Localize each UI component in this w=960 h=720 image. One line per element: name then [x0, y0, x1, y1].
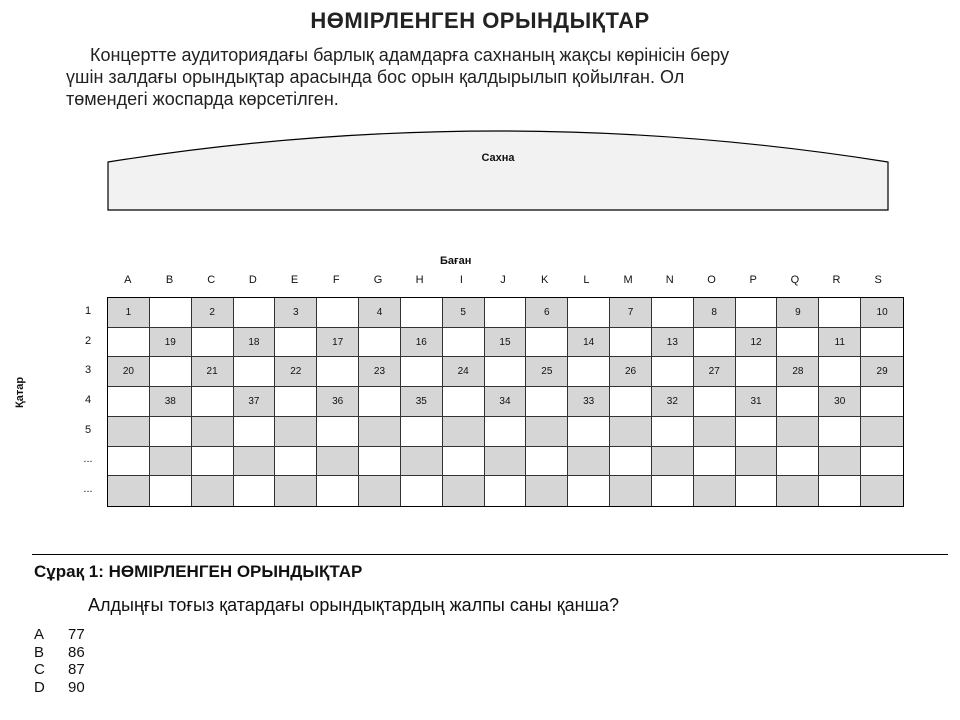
seat-cell	[192, 387, 234, 417]
seat-cell: 12	[736, 328, 778, 358]
question-title: Сұрақ 1: НӨМІРЛЕНГЕН ОРЫНДЫҚТАР	[34, 562, 363, 581]
column-header: E	[290, 274, 299, 286]
seat-cell	[359, 447, 401, 477]
row-label: ...	[83, 483, 93, 496]
seat-cell	[777, 387, 819, 417]
row-label: 3	[84, 364, 92, 377]
seat-cell: 28	[777, 357, 819, 387]
seat-cell: 22	[275, 357, 317, 387]
seat-cell	[108, 387, 150, 417]
seat-cell	[610, 447, 652, 477]
seat-cell	[610, 476, 652, 506]
section-divider	[32, 554, 948, 555]
page-title: НӨМІРЛЕНГЕН ОРЫНДЫҚТАР	[310, 8, 650, 33]
seat-cell	[777, 476, 819, 506]
seat-cell: 20	[108, 357, 150, 387]
seat-cell	[568, 417, 610, 447]
stage-label: Сахна	[481, 152, 515, 164]
seat-cell	[150, 298, 192, 328]
seat-cell	[652, 476, 694, 506]
seat-cell	[777, 447, 819, 477]
seat-cell	[861, 417, 903, 447]
seat-cell	[819, 298, 861, 328]
seat-cell: 14	[568, 328, 610, 358]
column-header: O	[707, 274, 716, 286]
seat-cell: 4	[359, 298, 401, 328]
answer-option[interactable]	[34, 626, 85, 644]
seat-cell	[736, 476, 778, 506]
column-header: S	[874, 274, 882, 286]
seat-cell: 32	[652, 387, 694, 417]
seat-cell	[359, 417, 401, 447]
seat-cell	[568, 298, 610, 328]
intro-paragraph	[66, 44, 946, 110]
seat-cell	[108, 417, 150, 447]
seat-cell	[736, 447, 778, 477]
seat-cell: 5	[443, 298, 485, 328]
seat-cell: 19	[150, 328, 192, 358]
row-label: 4	[84, 394, 92, 406]
column-header: K	[541, 274, 549, 286]
seat-cell: 11	[819, 328, 861, 358]
seat-cell: 36	[317, 387, 359, 417]
seat-cell	[526, 447, 568, 477]
seat-cell	[777, 328, 819, 358]
seat-cell: 8	[694, 298, 736, 328]
seat-cell	[275, 447, 317, 477]
seat-cell: 16	[401, 328, 443, 358]
intro-line: Концертте аудиториядағы барлық адамдарға сахнаның жақсы көрінісін беру	[90, 45, 730, 65]
seat-cell: 1	[108, 298, 150, 328]
option-value: 87	[68, 661, 85, 678]
seat-cell	[568, 357, 610, 387]
seat-cell	[317, 447, 359, 477]
seat-cell	[317, 298, 359, 328]
seat-cell	[485, 357, 527, 387]
seat-cell: 29	[861, 357, 903, 387]
seat-cell	[485, 417, 527, 447]
seat-cell: 9	[777, 298, 819, 328]
seat-cell	[150, 357, 192, 387]
answer-option[interactable]	[34, 661, 85, 679]
column-header: D	[248, 274, 257, 286]
seat-cell	[485, 447, 527, 477]
row-axis-title: Қатар	[14, 376, 26, 408]
column-header: I	[459, 274, 463, 286]
column-header: F	[332, 274, 340, 286]
option-value: 86	[68, 643, 85, 661]
seat-cell	[526, 328, 568, 358]
seat-cell	[275, 328, 317, 358]
seat-cell	[443, 328, 485, 358]
seat-cell	[108, 328, 150, 358]
seat-cell	[694, 387, 736, 417]
seat-cell	[275, 476, 317, 506]
seat-cell	[443, 447, 485, 477]
option-letter: C	[34, 661, 45, 678]
seat-cell: 26	[610, 357, 652, 387]
seat-cell	[359, 387, 401, 417]
seat-cell	[652, 357, 694, 387]
seat-cell: 18	[234, 328, 276, 358]
seat-cell	[401, 447, 443, 477]
row-label: 1	[84, 304, 92, 317]
seat-cell	[861, 447, 903, 477]
option-letter: A	[34, 626, 45, 643]
seat-cell	[526, 417, 568, 447]
seat-cell	[401, 417, 443, 447]
column-headers	[107, 274, 899, 290]
seat-cell	[317, 417, 359, 447]
seat-cell: 3	[275, 298, 317, 328]
option-value: 77	[68, 626, 85, 643]
column-header: N	[665, 274, 674, 286]
seat-cell	[652, 298, 694, 328]
seat-cell	[526, 387, 568, 417]
column-header: H	[415, 274, 424, 286]
seat-cell	[192, 447, 234, 477]
seat-cell	[443, 476, 485, 506]
seat-cell	[192, 417, 234, 447]
option-letter: D	[34, 678, 45, 696]
seat-cell	[401, 476, 443, 506]
seat-cell	[192, 328, 234, 358]
seat-cell	[108, 447, 150, 477]
seat-cell	[401, 298, 443, 328]
column-header: A	[124, 274, 132, 286]
seat-cell	[819, 417, 861, 447]
seat-cell	[275, 387, 317, 417]
seat-cell: 6	[526, 298, 568, 328]
seat-cell: 2	[192, 298, 234, 328]
seat-cell	[359, 476, 401, 506]
seat-cell	[359, 328, 401, 358]
stage-outline	[106, 120, 890, 212]
seat-cell	[694, 476, 736, 506]
seat-cell: 37	[234, 387, 276, 417]
column-header: G	[373, 274, 383, 286]
seat-cell	[861, 476, 903, 506]
seat-cell: 23	[359, 357, 401, 387]
seat-cell	[736, 357, 778, 387]
seat-cell	[736, 298, 778, 328]
seat-cell	[694, 447, 736, 477]
seat-cell	[568, 476, 610, 506]
seat-cell: 15	[485, 328, 527, 358]
column-header: L	[583, 274, 590, 286]
seat-cell: 38	[150, 387, 192, 417]
column-header: P	[749, 274, 757, 286]
seat-cell	[652, 447, 694, 477]
seat-cell	[150, 447, 192, 477]
seat-cell: 7	[610, 298, 652, 328]
seat-cell	[443, 387, 485, 417]
row-label: 2	[84, 334, 92, 347]
seat-cell	[234, 447, 276, 477]
question-text: Алдыңғы тоғыз қатардағы орындықтардың жалпы саны қанша?	[88, 595, 620, 615]
seat-cell: 34	[485, 387, 527, 417]
seat-cell	[275, 417, 317, 447]
seat-cell: 25	[526, 357, 568, 387]
column-axis-title: Баған	[440, 255, 472, 267]
seat-cell	[861, 387, 903, 417]
seat-cell	[317, 357, 359, 387]
seat-cell	[694, 417, 736, 447]
column-header: C	[207, 274, 216, 286]
seat-cell	[234, 417, 276, 447]
seat-cell	[819, 447, 861, 477]
seating-grid	[107, 297, 904, 507]
seat-cell: 27	[694, 357, 736, 387]
column-header: B	[165, 274, 174, 286]
seat-cell	[234, 298, 276, 328]
seat-cell	[443, 417, 485, 447]
seat-cell	[485, 298, 527, 328]
seat-cell	[568, 447, 610, 477]
seat-cell	[317, 476, 359, 506]
column-header: M	[623, 274, 633, 286]
seat-cell	[108, 476, 150, 506]
seat-cell	[526, 476, 568, 506]
seat-cell: 35	[401, 387, 443, 417]
row-label: ...	[83, 453, 93, 466]
seat-cell	[401, 357, 443, 387]
seat-cell	[610, 387, 652, 417]
option-letter: B	[34, 643, 45, 661]
seat-cell	[652, 417, 694, 447]
seat-cell: 31	[736, 387, 778, 417]
column-header: Q	[790, 274, 800, 286]
answer-options	[34, 626, 85, 696]
stage-shape	[106, 120, 890, 212]
seat-cell: 21	[192, 357, 234, 387]
seat-cell	[150, 417, 192, 447]
seat-cell: 13	[652, 328, 694, 358]
seat-cell	[777, 417, 819, 447]
seat-cell	[819, 357, 861, 387]
seat-cell: 33	[568, 387, 610, 417]
column-header: R	[832, 274, 841, 286]
seat-cell	[610, 417, 652, 447]
seat-cell	[192, 476, 234, 506]
seat-cell	[150, 476, 192, 506]
seat-cell	[234, 476, 276, 506]
seat-cell: 17	[317, 328, 359, 358]
seat-cell	[736, 417, 778, 447]
seat-cell	[819, 476, 861, 506]
intro-line: үшін залдағы орындықтар арасында бос орын қалдырылып қойылған. Ол	[66, 67, 685, 87]
answer-option[interactable]	[34, 679, 85, 697]
seat-cell: 30	[819, 387, 861, 417]
seat-cell	[485, 476, 527, 506]
seat-cell	[610, 328, 652, 358]
seat-cell	[861, 328, 903, 358]
intro-line: төмендегі жоспарда көрсетілген.	[66, 89, 339, 109]
seat-cell	[234, 357, 276, 387]
row-label: 5	[84, 423, 92, 436]
seat-cell	[694, 328, 736, 358]
column-header: J	[500, 274, 506, 286]
seat-cell: 10	[861, 298, 903, 328]
option-value: 90	[68, 678, 85, 696]
answer-option[interactable]	[34, 644, 85, 662]
seat-cell: 24	[443, 357, 485, 387]
